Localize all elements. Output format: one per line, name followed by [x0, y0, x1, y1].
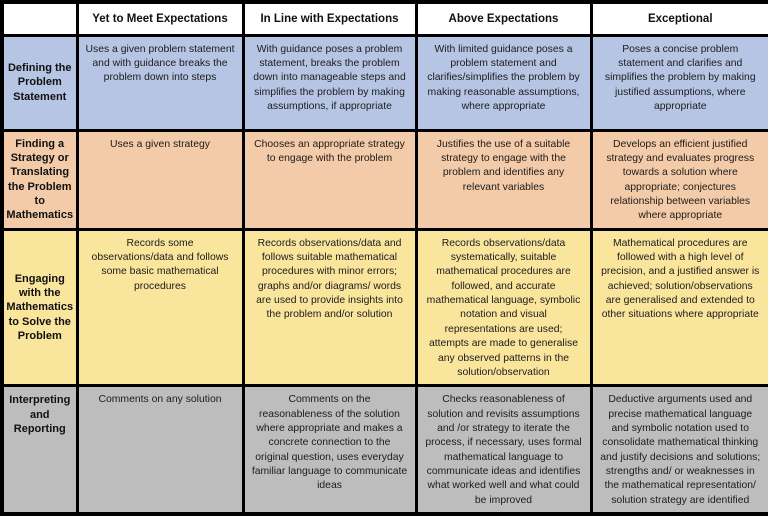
rubric-cell: Checks reasonableness of solution and revisits assumptions and /or strategy to iterate the process, if necessary, uses formal mathematical language to communicate ideas and identifies what worked well and what could be improved	[416, 386, 591, 514]
table-row-defining	[2, 35, 768, 130]
rubric-cell: Mathematical procedures are followed with a high level of precision, and a justified answer is achieved; solution/observations are generalised and extended to other situations where appropriate	[591, 229, 768, 386]
col-header-in-line: In Line with Expectations	[243, 2, 416, 35]
table-row-engaging	[2, 229, 768, 386]
rubric-cell: Deductive arguments used and precise mathematical language and symbolic notation used to consolidate mathematical thinking and justify decisions and solutions; strengths and/ or weaknesses in the mathematical representation/ solution strategy are identified	[591, 386, 768, 514]
rubric-cell: Chooses an appropriate strategy to engage with the problem	[243, 130, 416, 229]
corner-cell	[2, 2, 77, 35]
col-header-exceptional: Exceptional	[591, 2, 768, 35]
rubric-cell: With limited guidance poses a problem statement and clarifies/simplifies the problem by making reasonable assumptions, where appropriate	[416, 35, 591, 130]
rubric-cell: Records some observations/data and follows some basic mathematical procedures	[77, 229, 243, 386]
row-label-interpreting: Interpreting and Reporting	[2, 386, 77, 514]
row-label-engaging: Engaging with the Mathematics to Solve the Problem	[2, 229, 77, 386]
rubric-cell: Develops an efficient justified strategy and evaluates progress towards a solution where appropriate; conjectures relationship between variables where appropriate	[591, 130, 768, 229]
rubric-cell: Records observations/data and follows suitable mathematical procedures with minor errors; graphs and/or diagrams/ words are used to provide insights into the problem and/or solution	[243, 229, 416, 386]
rubric-cell: Records observations/data systematically, suitable mathematical procedures are followed, and accurate mathematical language, symbolic notation and visual representations are used; attempts are made to generalise any observed patterns in the solution/observation	[416, 229, 591, 386]
rubric-cell: Comments on the reasonableness of the solution where appropriate and makes a concrete connection to the original question, uses everyday familiar language to communicate ideas	[243, 386, 416, 514]
table-row-interpreting	[2, 386, 768, 514]
row-label-strategy: Finding a Strategy or Translating the Problem to Mathematics	[2, 130, 77, 229]
header-row	[2, 2, 768, 35]
rubric-cell: Comments on any solution	[77, 386, 243, 514]
rubric-cell: Poses a concise problem statement and clarifies and simplifies the problem by making justified assumptions, where appropriate	[591, 35, 768, 130]
rubric-cell: With guidance poses a problem statement, breaks the problem down into manageable steps and simplifies the problem by making assumptions, if appropriate	[243, 35, 416, 130]
rubric-cell: Uses a given problem statement and with guidance breaks the problem down into steps	[77, 35, 243, 130]
rubric-cell: Uses a given strategy	[77, 130, 243, 229]
table-row-strategy	[2, 130, 768, 229]
col-header-yet-to-meet: Yet to Meet Expectations	[77, 2, 243, 35]
rubric-cell: Justifies the use of a suitable strategy to engage with the problem and identifies any relevant variables	[416, 130, 591, 229]
row-label-defining: Defining the Problem Statement	[2, 35, 77, 130]
col-header-above: Above Expectations	[416, 2, 591, 35]
